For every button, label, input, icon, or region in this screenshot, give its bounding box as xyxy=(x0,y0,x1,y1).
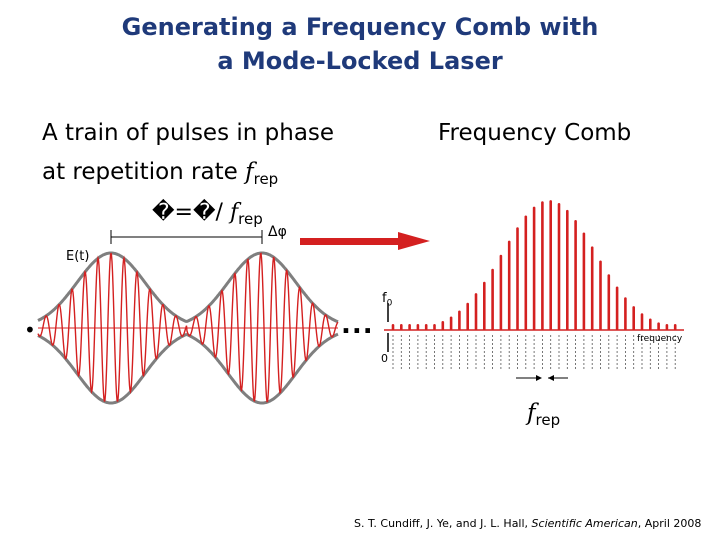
comb-tooth xyxy=(475,293,478,330)
comb-tooth xyxy=(417,324,420,330)
left-caption-prefix: at repetition rate xyxy=(42,159,246,185)
citation-credit xyxy=(354,517,701,530)
left-caption-f: f xyxy=(245,159,254,185)
right-caption: Frequency Comb xyxy=(438,120,632,146)
frep-label xyxy=(527,398,560,435)
e-of-t-label: E(t) xyxy=(66,249,90,264)
page-title-line1: Generating a Frequency Comb with xyxy=(121,13,599,41)
comb-tooth xyxy=(674,324,677,330)
red-arrow xyxy=(300,232,430,250)
left-caption-line1: A train of pulses in phase xyxy=(42,120,335,146)
frep-rep: rep xyxy=(535,411,561,429)
frequency-comb xyxy=(384,200,684,370)
comb-tooth xyxy=(649,319,652,331)
comb-tooth xyxy=(583,233,586,331)
comb-tooth xyxy=(641,313,644,330)
frep-f: f xyxy=(527,400,536,426)
comb-tooth xyxy=(425,324,428,330)
comb-tooth xyxy=(516,227,519,330)
comb-tooth xyxy=(408,324,411,330)
comb-tooth xyxy=(566,210,569,330)
comb-tooth xyxy=(541,201,544,330)
comb-tooth xyxy=(525,216,528,331)
comb-tooth xyxy=(433,324,436,330)
credit-journal: Scientific American xyxy=(531,517,638,530)
comb-tooth xyxy=(400,324,403,330)
comb-tooth xyxy=(508,241,511,330)
period-label-f: f xyxy=(229,200,239,225)
frep-spacing-arrows xyxy=(516,375,568,381)
comb-tooth xyxy=(466,303,469,330)
credit-date: , April 2008 xyxy=(637,517,702,530)
envelope-lower xyxy=(38,334,338,403)
period-label-prefix: �=�/ xyxy=(152,200,230,225)
comb-tooth xyxy=(616,287,619,331)
comb-tooth xyxy=(558,203,561,330)
comb-tooth xyxy=(632,306,635,330)
zero-label: 0 xyxy=(381,352,388,365)
comb-tooth xyxy=(458,311,461,331)
left-dot: • xyxy=(24,318,36,342)
comb-tooth xyxy=(657,322,660,330)
comb-tooth xyxy=(483,282,486,330)
comb-tooth xyxy=(624,297,627,330)
f0-label xyxy=(382,291,392,309)
comb-tooth xyxy=(500,255,503,330)
comb-tooth xyxy=(442,321,445,330)
period-label-rep: rep xyxy=(238,210,263,228)
left-caption-rep: rep xyxy=(253,170,279,188)
comb-tooth xyxy=(392,324,395,330)
comb-tooth xyxy=(549,200,552,330)
frequency-axis-label: frequency xyxy=(637,334,683,344)
comb-tooth xyxy=(491,269,494,330)
pulse-train xyxy=(38,253,338,403)
f0-letter: f xyxy=(382,291,387,306)
comb-tooth xyxy=(591,246,594,330)
right-ellipsis: ... xyxy=(341,310,374,340)
delta-phi-label: Δφ xyxy=(268,224,287,240)
page-title-line2: a Mode-Locked Laser xyxy=(217,47,503,75)
comb-tooth xyxy=(450,317,453,331)
comb-tooth xyxy=(533,207,536,330)
credit-authors: S. T. Cundiff, J. Ye, and J. L. Hall, xyxy=(354,517,532,530)
f0-subscript: 0 xyxy=(386,298,393,309)
comb-tooth xyxy=(574,220,577,330)
comb-tooth xyxy=(599,261,602,331)
comb-tooth xyxy=(666,324,669,330)
comb-tooth xyxy=(608,274,611,330)
